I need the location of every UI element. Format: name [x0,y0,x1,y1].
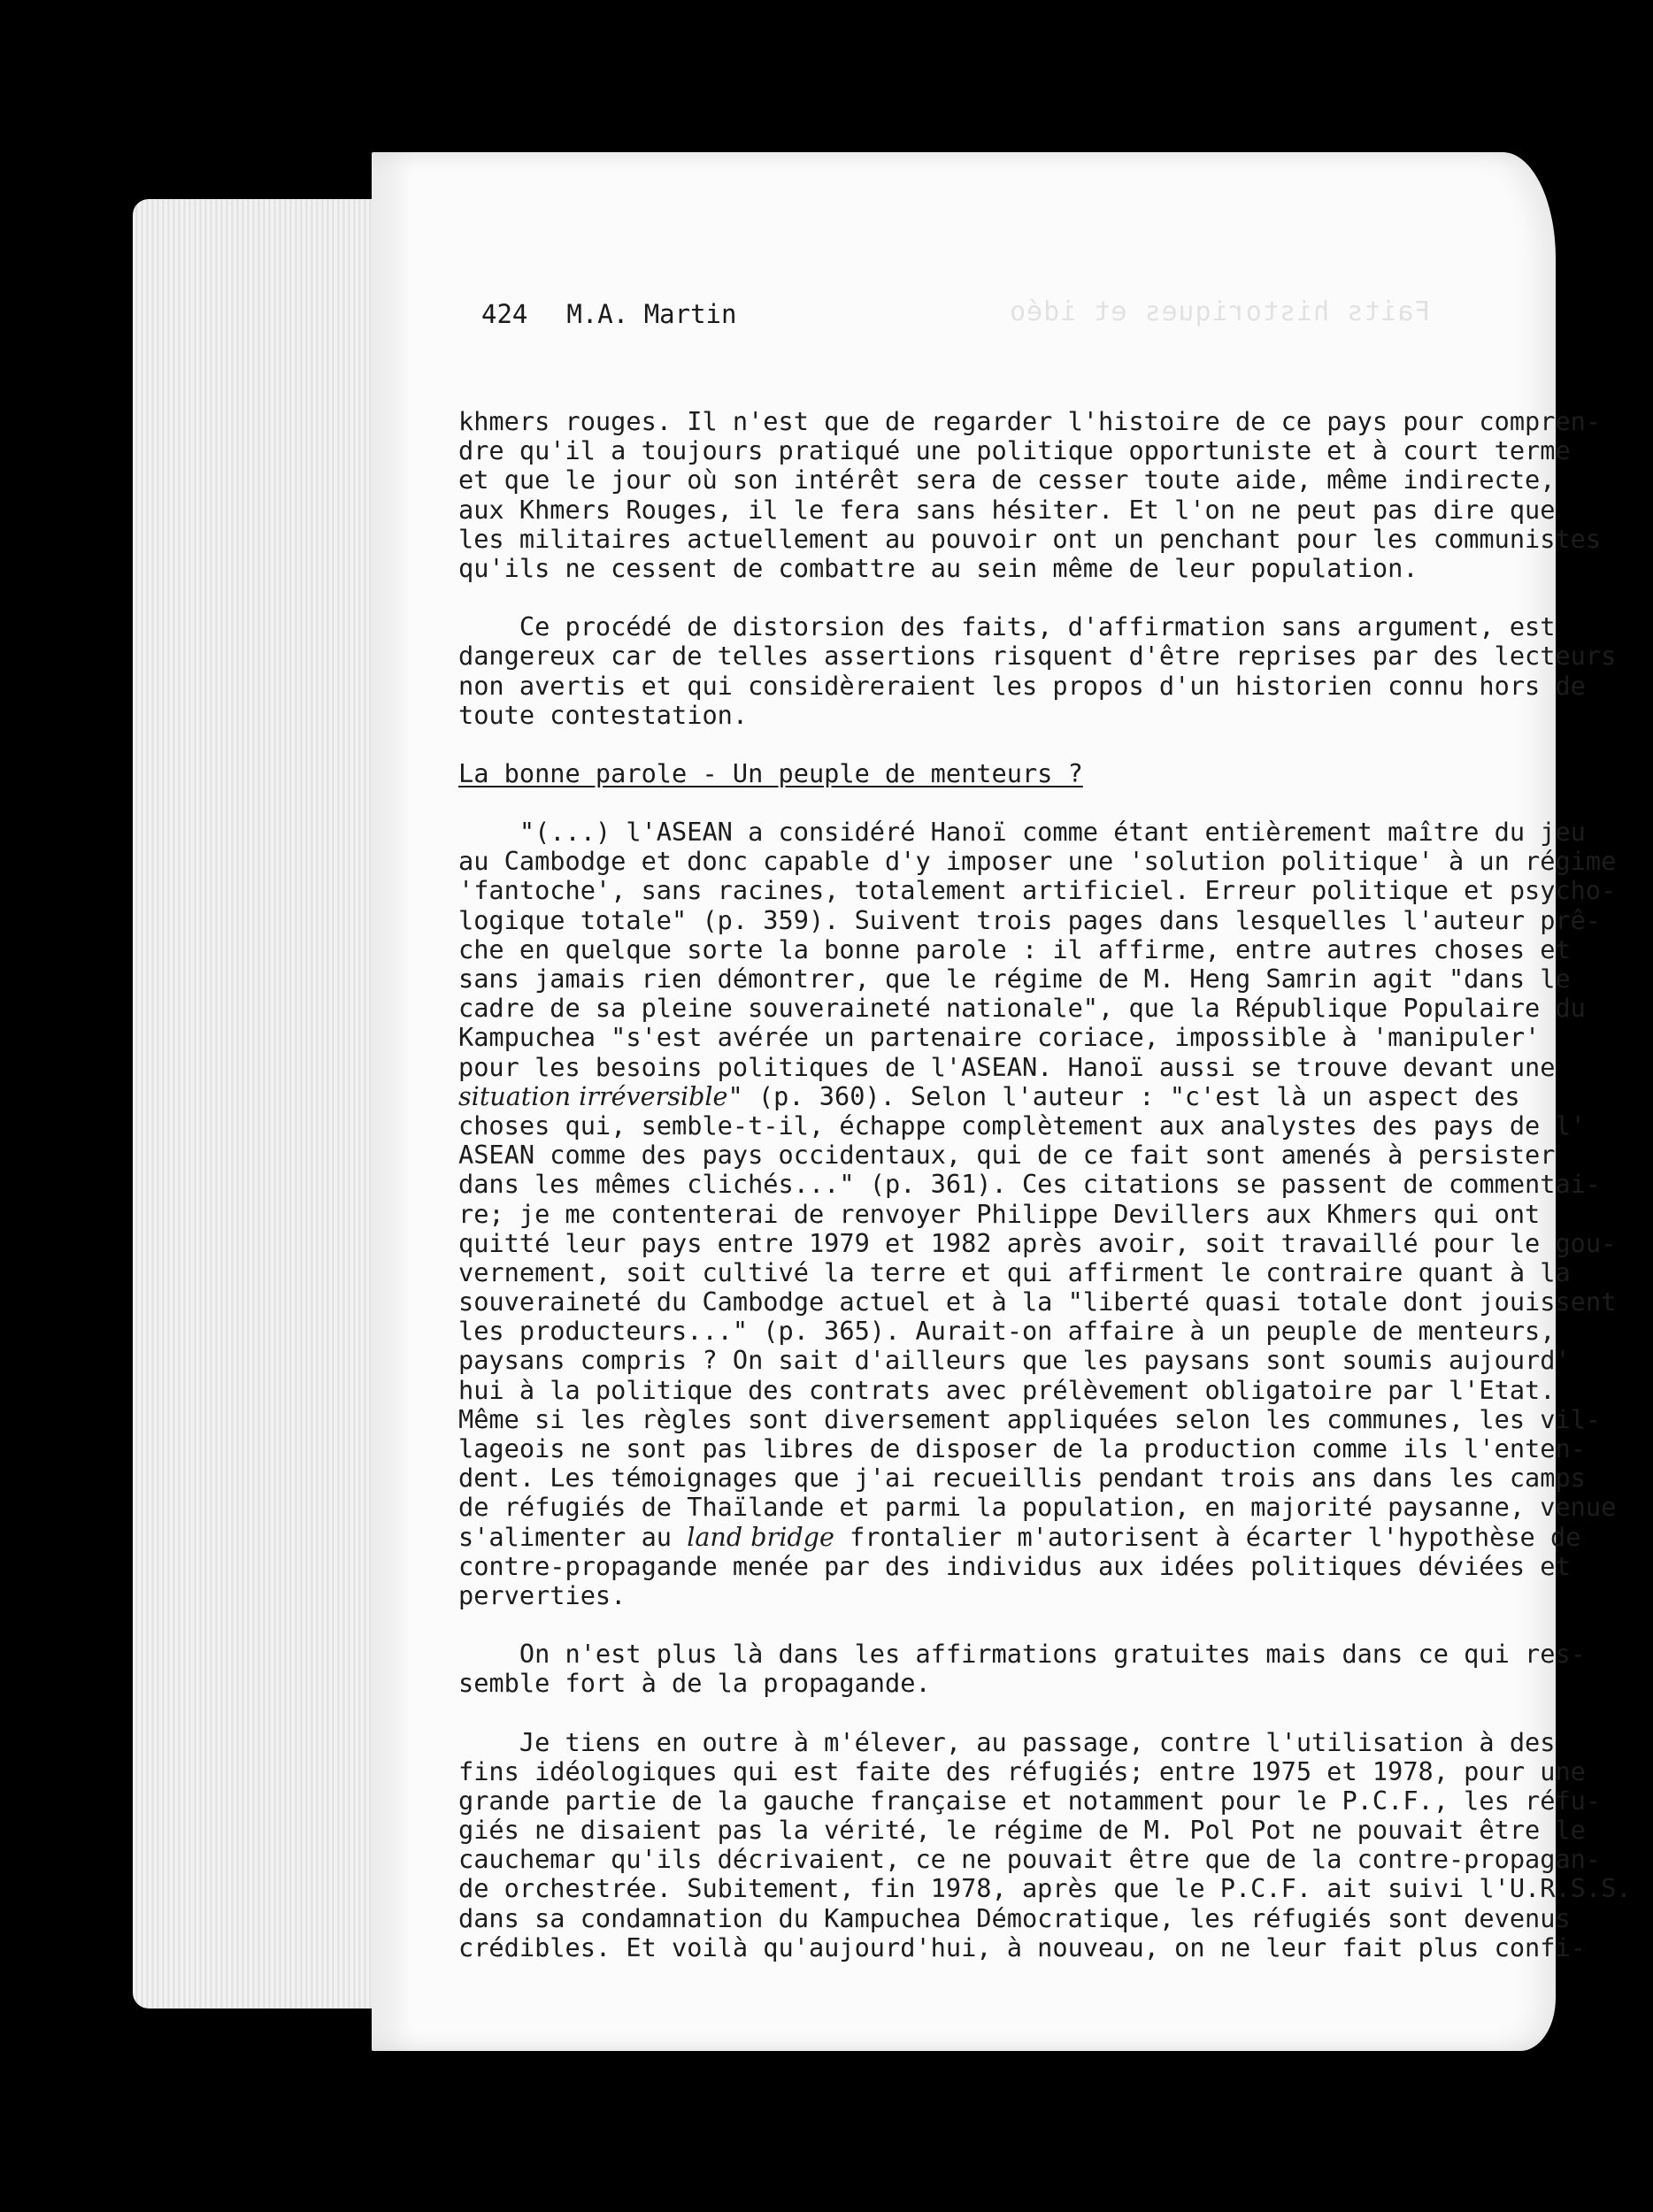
italic-phrase: situation irréversible [458,1080,728,1111]
text-line: toute contestation. [458,699,749,730]
text-segment: " (p. 360). Selon l'auteur : "c'est là un aspect des [727,1080,1520,1111]
text-line: cadre de sa pleine souveraineté nationale", que la République Populaire du [458,993,1586,1024]
text-line [458,1521,1581,1552]
text-line: aux Khmers Rouges, il le fera sans hésiter. Et l'on ne peut pas dire que [458,494,1556,525]
text-line: dent. Les témoignages que j'ai recueillis pendant trois ans dans les camps [458,1463,1586,1494]
text-line: che en quelque sorte la bonne parole : il affirme, entre autres choses et [458,933,1571,964]
text-line: khmers rouges. Il n'est que de regarder l'histoire de ce pays pour compren- [458,406,1602,436]
text-line: les producteurs..." (p. 365). Aurait-on affaire à un peuple de menteurs, [458,1316,1556,1347]
heading-line: La bonne parole - Un peuple de menteurs ? [458,757,1083,788]
paragraph [458,1639,1586,1699]
section-heading [458,759,1503,788]
text-line: les militaires actuellement au pouvoir ont un penchant pour les communistes [458,523,1602,554]
text-line: non avertis et qui considèreraient les propos d'un historien connu hors de [458,670,1586,701]
text-line: 'fantoche', sans racines, totalement artificiel. Erreur politique et psycho- [458,875,1617,906]
text-line: perverties. [458,1579,627,1610]
text-line: dangereux car de telles assertions risquent d'être reprises par des lecteurs [458,641,1617,672]
page-edges [133,199,398,2008]
text-line: de réfugiés de Thaïlande et parmi la population, en majorité paysanne, venue [458,1492,1617,1523]
text-segment: s'alimenter au [458,1521,688,1552]
text-line: lageois ne sont pas libres de disposer de la production comme ils l'enten- [458,1433,1586,1463]
text-line: fins idéologiques qui est faite des réfugiés; entre 1975 et 1978, pour une [458,1755,1586,1786]
text-line: vernement, soit cultivé la terre et qui affirment le contraire quant à la [458,1256,1571,1287]
text-line: re; je me contenterai de renvoyer Philippe Devillers aux Khmers qui ont [458,1198,1541,1229]
text-line: pour les besoins politiques de l'ASEAN. Hanoï aussi se trouve devant une [458,1051,1556,1082]
text-line: au Cambodge et donc capable d'y imposer une 'solution politique' à un régime [458,846,1617,877]
text-line: Ce procédé de distorsion des faits, d'affirmation sans argument, est [458,611,1556,642]
paragraph [458,611,1617,730]
text-line: choses qui, semble-t-il, échappe complètement aux analystes des pays de l' [458,1110,1586,1141]
text-line [458,1080,1520,1111]
body-text [458,406,1632,1962]
text-line: dans les mêmes clichés..." (p. 361). Ces citations se passent de commentai- [458,1169,1602,1200]
text-line: giés ne disaient pas la vérité, le régime de M. Pol Pot ne pouvait être le [458,1815,1586,1846]
text-line: contre-propagande menée par des individus aux idées politiques déviées et [458,1550,1571,1581]
text-line: Je tiens en outre à m'élever, au passage, contre l'utilisation à des [458,1726,1556,1757]
text-line: On n'est plus là dans les affirmations gratuites mais dans ce qui res- [458,1639,1586,1670]
text-line: quitté leur pays entre 1979 et 1982 après avoir, soit travaillé pour le gou- [458,1227,1617,1258]
text-line: logique totale" (p. 359). Suivent trois pages dans lesquelles l'auteur prê- [458,904,1602,935]
text-line: sans jamais rien démontrer, que le régime de M. Heng Samrin agit "dans le [458,964,1571,994]
text-line: crédibles. Et voilà qu'aujourd'hui, à nouveau, on ne leur fait plus confi- [458,1932,1586,1962]
text-line: cauchemar qu'ils décrivaient, ce ne pouvait être que de la contre-propagan- [458,1844,1602,1875]
paragraph [458,1726,1632,1963]
text-line: semble fort à de la propagande. [458,1668,931,1699]
bleed-through-text: Faits historiques et idéo [1009,296,1431,327]
text-line: hui à la politique des contrats avec prélèvement obligatoire par l'Etat. [458,1374,1556,1405]
running-head [481,299,736,329]
text-line: dre qu'il a toujours pratiqué une politique opportuniste et à court terme [458,435,1571,466]
text-line: "(...) l'ASEAN a considéré Hanoï comme étant entièrement maître du jeu [458,817,1586,848]
text-line: Kampuchea "s'est avérée un partenaire coriace, impossible à 'manipuler' [458,1022,1541,1053]
text-line: ASEAN comme des pays occidentaux, qui de ce fait sont amenés à persister [458,1140,1556,1171]
text-line: paysans compris ? On sait d'ailleurs que les paysans sont soumis aujourd' [458,1345,1571,1376]
text-segment: frontalier m'autorisent à écarter l'hypothèse de [834,1521,1581,1552]
italic-phrase: land bridge [687,1521,834,1552]
text-line: grande partie de la gauche française et notamment pour le P.C.F., les réfu- [458,1785,1602,1816]
text-line: dans sa condamnation du Kampuchea Démocratique, les réfugiés sont devenus [458,1902,1571,1933]
text-line: Même si les règles sont diversement appliquées selon les communes, les vil- [458,1403,1602,1434]
text-line: de orchestrée. Subitement, fin 1978, après que le P.C.F. ait suivi l'U.R.S.S. [458,1873,1632,1904]
text-line: qu'ils ne cessent de combattre au sein même de leur population. [458,552,1419,583]
paragraph [458,406,1602,583]
text-line: souveraineté du Cambodge actuel et à la "liberté quasi totale dont jouissent [458,1286,1617,1317]
paragraph [458,817,1617,1610]
page-number: 424 [481,299,528,329]
text-line: et que le jour où son intérêt sera de cesser toute aide, même indirecte, [458,465,1556,495]
author-name: M.A. Martin [566,299,737,329]
